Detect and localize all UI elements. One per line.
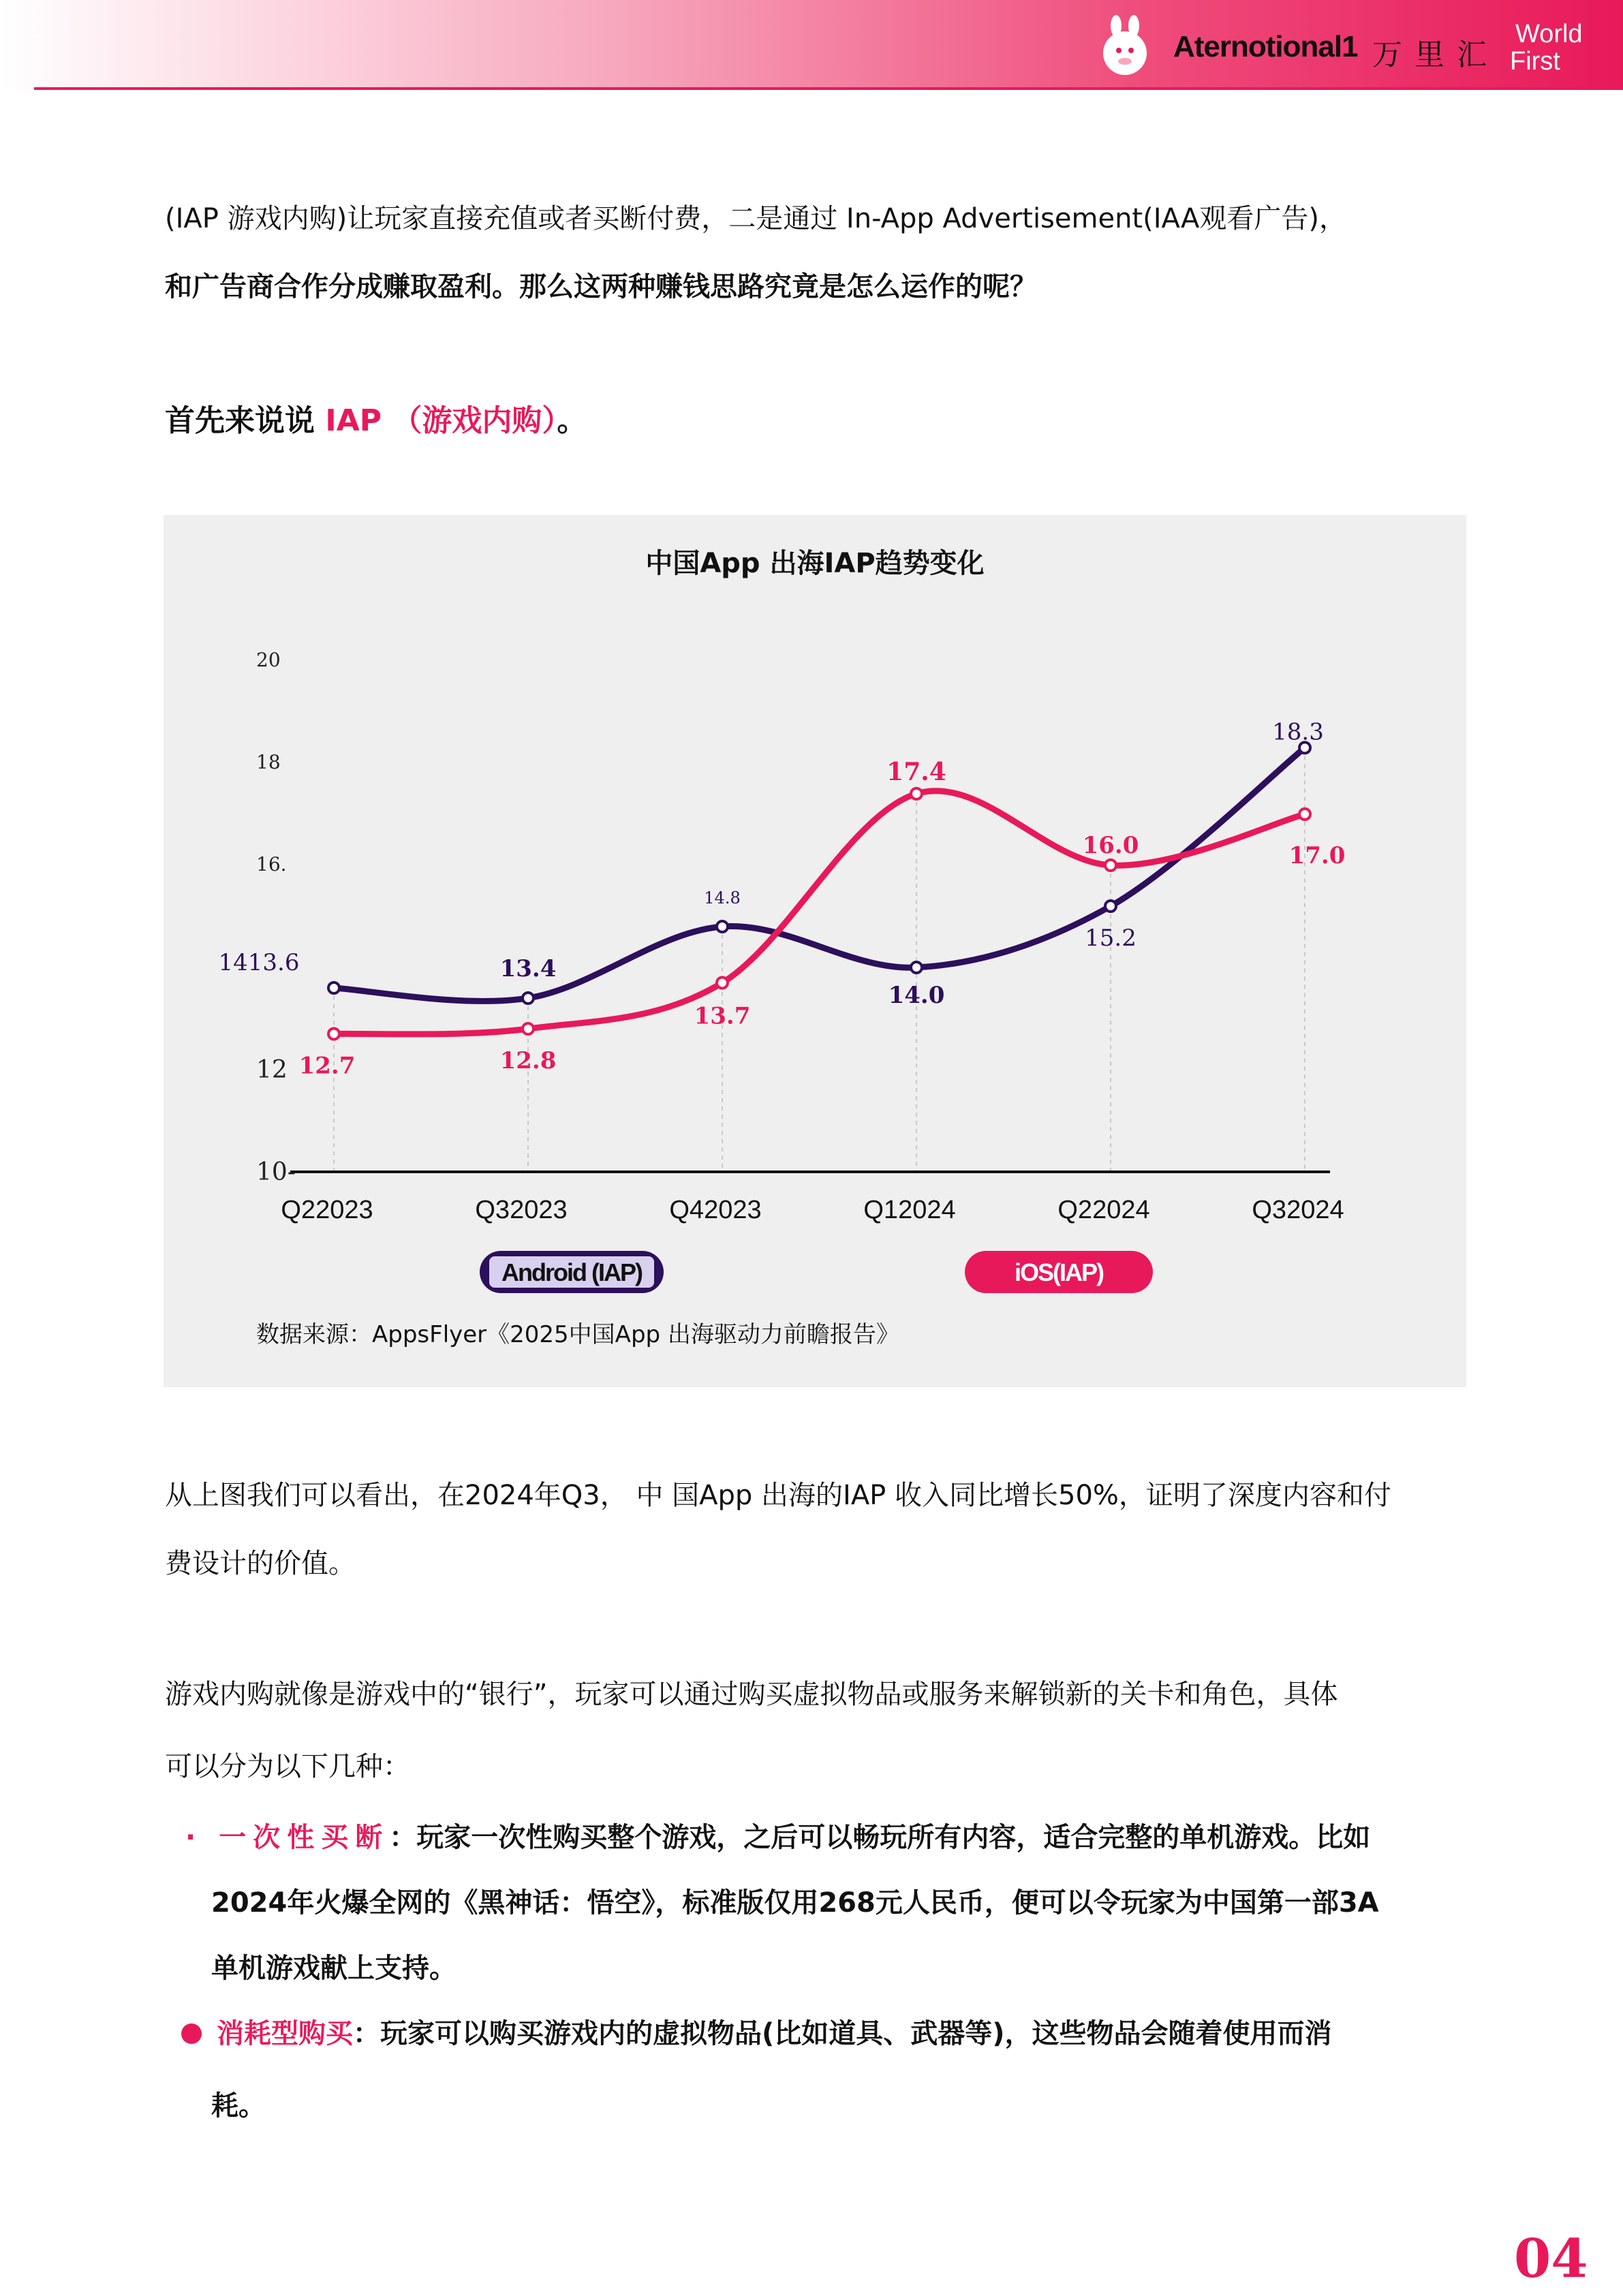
bullet-text-consumable: ：玩家可以购买游戏内的虚拟物品(比如道具、武器等)，这些物品会随着使用而消 xyxy=(353,2018,1332,2049)
android-data-label: 13.4 xyxy=(499,955,557,982)
bullet-consumable-purchase xyxy=(217,2017,1466,2051)
chart-source: 数据来源：AppsFlyer《2025中国App 出海驱动力前瞻报告》 xyxy=(256,1321,899,1348)
bullet-one-time-line-3: 单机游戏献上支持。 xyxy=(211,1953,457,1984)
intro-line-1: (IAP 游戏内购)让玩家直接充值或者买断付费，二是通过 In-App Advertisement(IAA观看广告)， xyxy=(165,203,1346,234)
iap-trend-chart xyxy=(164,515,1466,1387)
section-heading-suffix: 。 xyxy=(557,403,587,438)
page-number: 04 xyxy=(1514,2228,1588,2290)
ios-data-point xyxy=(911,788,922,799)
bullet-one-time-purchase xyxy=(185,1820,1466,1855)
y-tick-label: 12 xyxy=(256,1056,288,1084)
ios-data-point xyxy=(523,1023,534,1034)
section-heading-iap: IAP （游戏内购） xyxy=(325,403,557,438)
para2-line-1: 游戏内购就像是游戏中的“银行”，玩家可以通过购买虚拟物品或服务来解锁新的关卡和角色，具体 xyxy=(165,1679,1338,1710)
bullet-title-consumable: 消耗型购买 xyxy=(217,2018,353,2049)
wordmark-line1: World xyxy=(1515,20,1583,48)
legend-ios-label: iOS(IAP) xyxy=(1014,1258,1104,1286)
android-data-label: 14.8 xyxy=(704,888,741,907)
android-series-line xyxy=(334,748,1305,1002)
para2-line-2: 可以分为以下几种： xyxy=(165,1751,410,1782)
chart-canvas xyxy=(164,515,1466,1387)
bullet-consumable-line-2: 耗。 xyxy=(211,2090,266,2122)
intro-line-2: 和广告商合作分成赚取盈利。那么这两种赚钱思路究竟是怎么运作的呢？ xyxy=(165,271,1037,302)
ios-data-label: 16.0 xyxy=(1082,832,1139,859)
android-data-label: 1413.6 xyxy=(218,949,300,976)
x-tick-label: Q42023 xyxy=(669,1196,762,1224)
android-data-point xyxy=(523,993,534,1004)
x-tick-label: Q12024 xyxy=(863,1196,956,1224)
ios-data-label: 17.0 xyxy=(1288,842,1346,869)
section-heading xyxy=(165,402,1466,440)
x-tick-label: Q32023 xyxy=(475,1196,568,1224)
ios-data-point xyxy=(328,1029,339,1040)
y-tick-label: 20 xyxy=(256,649,281,671)
para1-line-2: 费设计的价值。 xyxy=(165,1548,356,1579)
ios-data-label: 17.4 xyxy=(886,758,946,786)
android-data-point xyxy=(911,962,922,973)
android-data-label: 14.0 xyxy=(888,982,945,1009)
x-tick-label: Q22024 xyxy=(1057,1196,1150,1224)
para1-line-1: 从上图我们可以看出，在2024年Q3， 中 国App 出海的IAP 收入同比增长50%，证明了深度内容和付 xyxy=(165,1480,1391,1511)
y-tick-label: 10- xyxy=(256,1158,296,1186)
brand-name-cn: 万里汇 xyxy=(1372,37,1499,72)
android-data-point xyxy=(328,982,339,993)
chart-title: 中国App 出海IAP趋势变化 xyxy=(645,548,985,579)
bullet-dot-icon xyxy=(181,2023,202,2044)
android-data-label: 15.2 xyxy=(1085,925,1137,952)
bullet-one-time-line-2: 2024年火爆全网的《黑神话：悟空》，标准版仅用268元人民币，便可以令玩家为中国第一部3A xyxy=(211,1887,1379,1919)
android-data-label: 18.3 xyxy=(1272,718,1324,746)
worldfirst-wordmark xyxy=(1510,20,1583,75)
wordmark-line2: First xyxy=(1510,47,1560,76)
ios-data-point xyxy=(1105,860,1116,871)
ios-data-label: 12.7 xyxy=(298,1052,356,1080)
bullet-title-one-time: 一次性买断 xyxy=(219,1822,390,1853)
legend-android-label: Android (IAP) xyxy=(501,1258,642,1286)
x-tick-label: Q22023 xyxy=(281,1196,373,1224)
rabbit-logo-icon xyxy=(1096,14,1154,76)
brand-name: Aternotional1 xyxy=(1173,30,1358,63)
section-heading-prefix: 首先来说说 xyxy=(165,403,326,438)
ios-data-label: 13.7 xyxy=(694,1002,751,1030)
ios-data-point xyxy=(1299,809,1310,820)
x-tick-label: Q32024 xyxy=(1252,1196,1344,1224)
android-data-point xyxy=(717,921,728,932)
header-divider xyxy=(34,87,1623,90)
y-tick-label: 16. xyxy=(256,853,287,875)
android-data-point xyxy=(1105,901,1116,912)
ios-data-label: 12.8 xyxy=(499,1047,557,1074)
y-tick-label: 18 xyxy=(256,751,281,773)
bullet-marker: · xyxy=(185,1822,196,1853)
bullet-text-one-time: ：玩家一次性购买整个游戏，之后可以畅玩所有内容，适合完整的单机游戏。比如 xyxy=(389,1822,1371,1853)
ios-series-line xyxy=(334,791,1305,1034)
ios-data-point xyxy=(717,978,728,989)
